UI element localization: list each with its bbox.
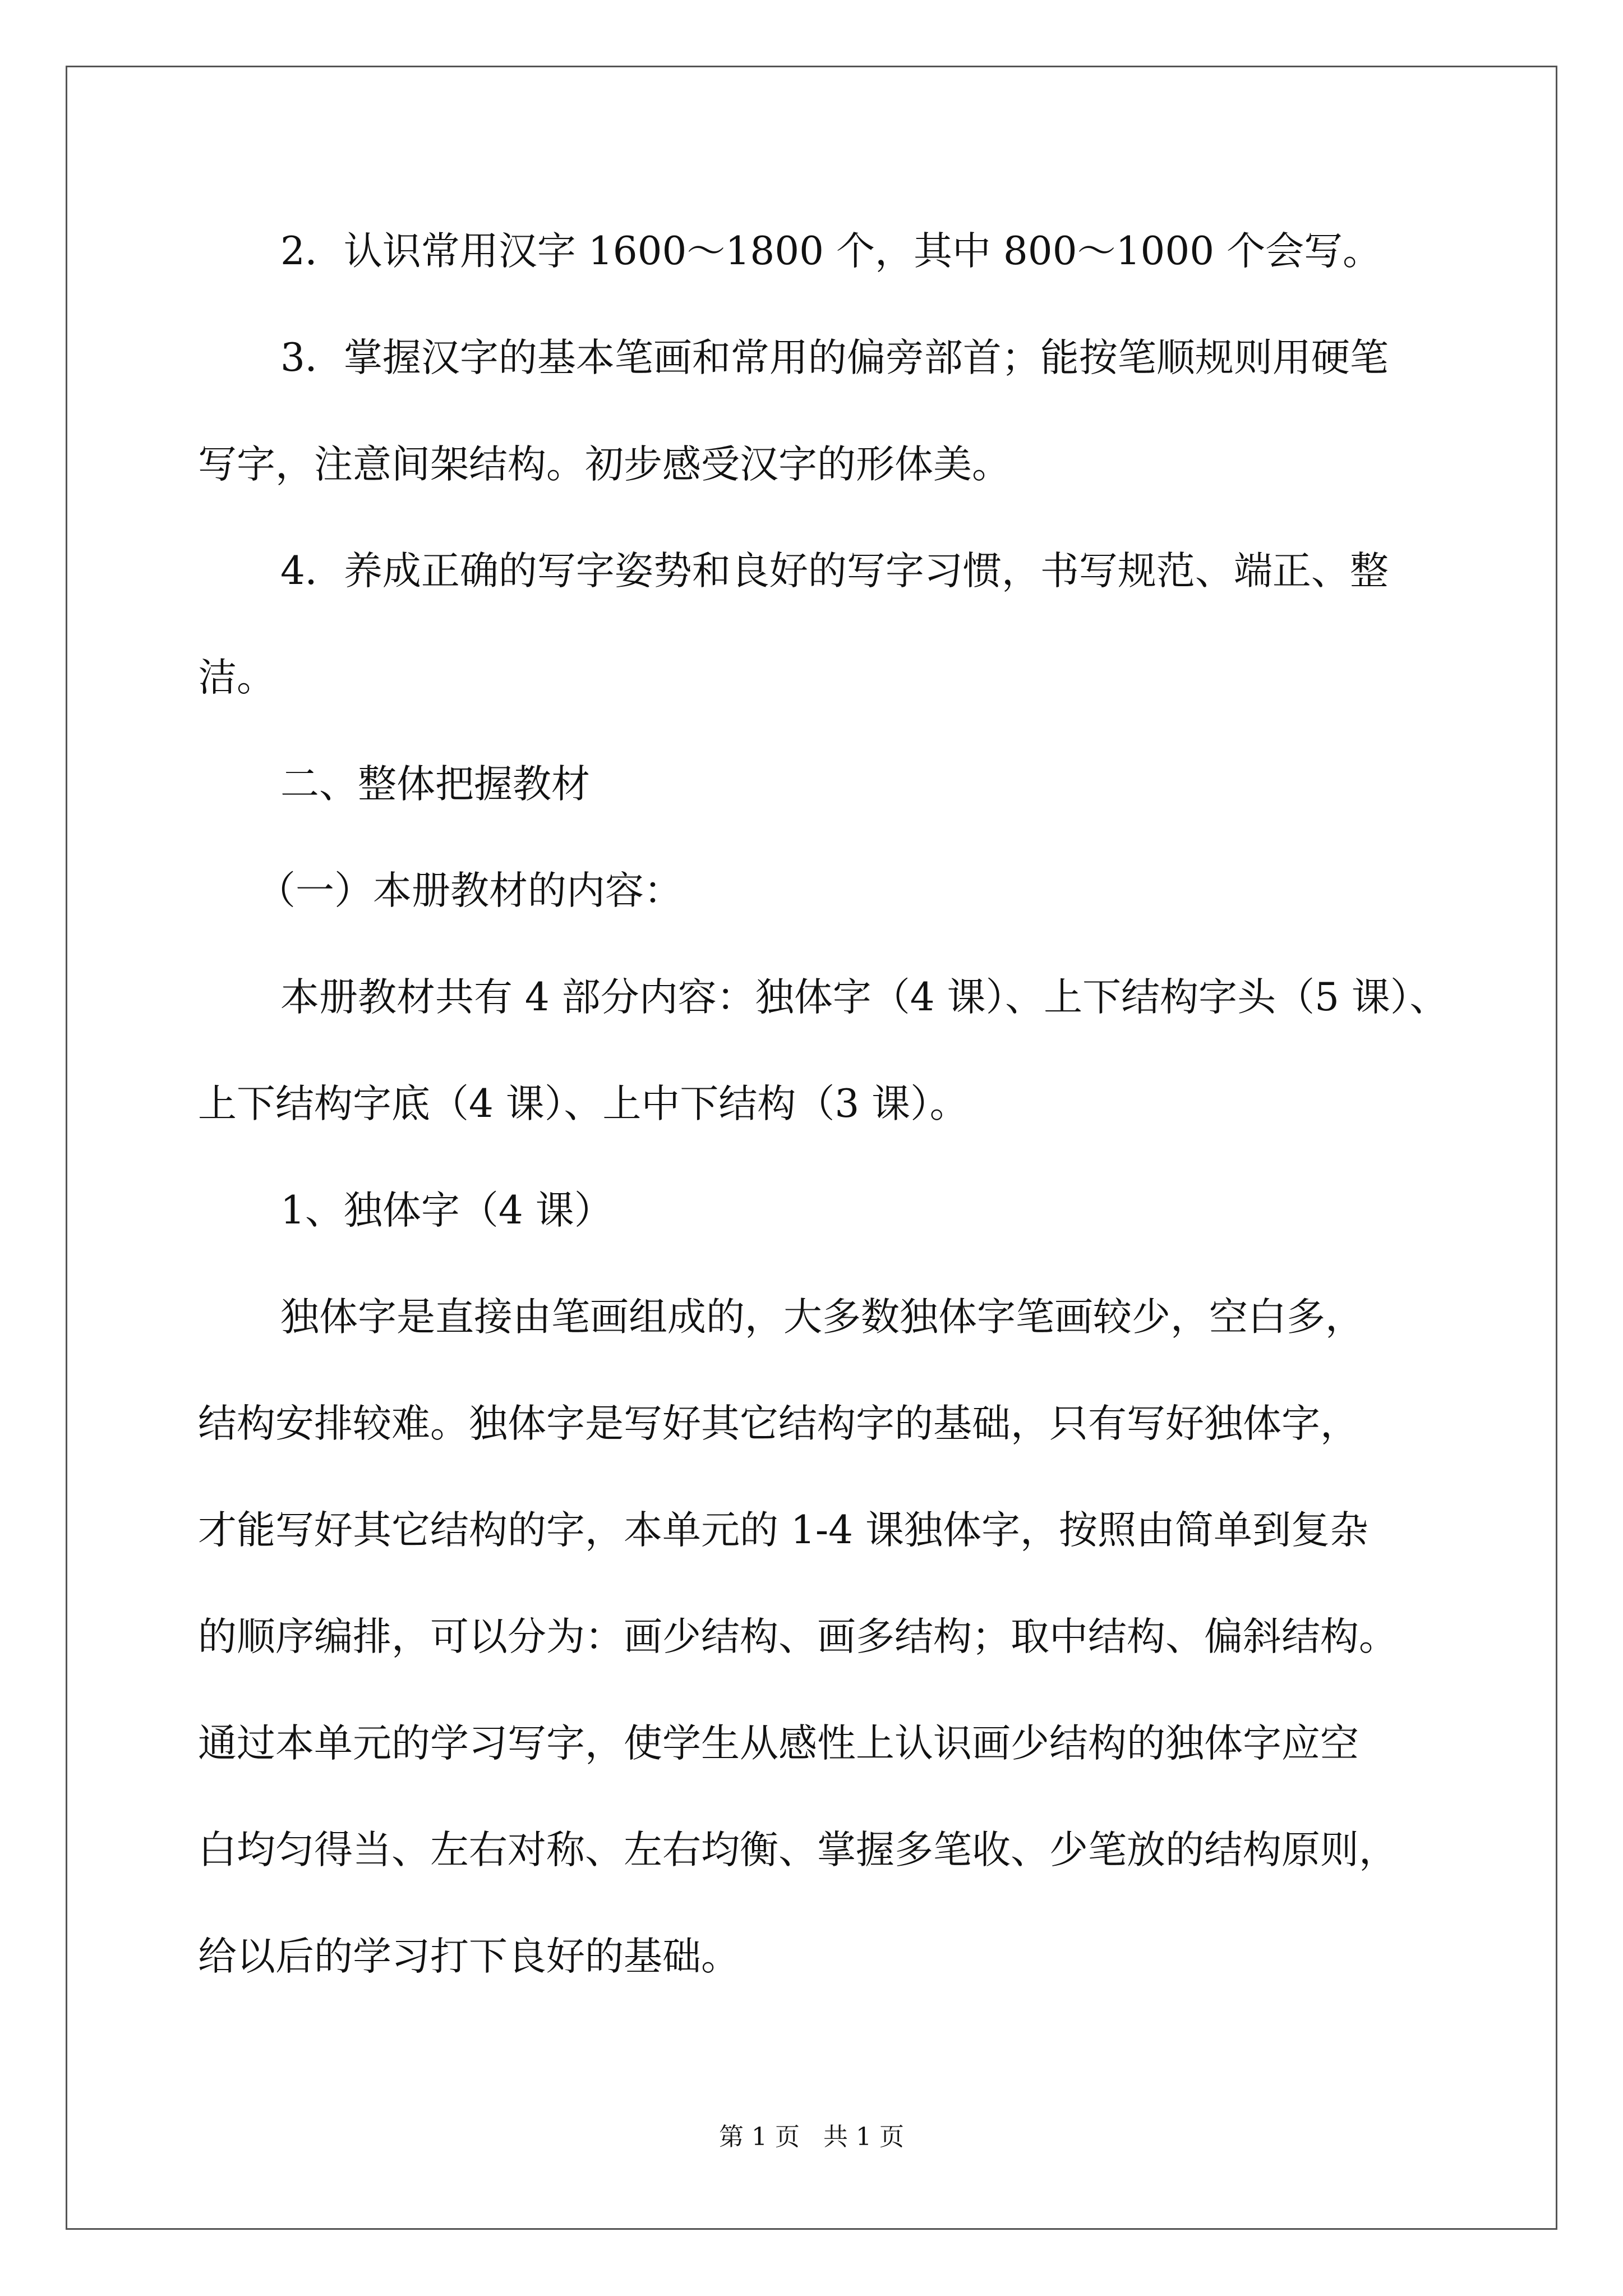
list-item-4: 4．养成正确的写字姿势和良好的写字习惯，书写规范、端正、整: [280, 549, 1389, 593]
paragraph-line: 本册教材共有 4 部分内容：独体字（4 课）、上下结构字头（5 课）、: [280, 975, 1449, 1020]
page-border: [66, 66, 1557, 2230]
paragraph-line: 独体字是直接由笔画组成的，大多数独体字笔画较少，空白多，: [280, 1295, 1364, 1340]
item-heading: 1、独体字（4 课）: [280, 1188, 613, 1233]
paragraph-line: 给以后的学习打下良好的基础。: [198, 1934, 740, 1979]
page-footer: 第 1 页 共 1 页: [719, 2123, 904, 2151]
paragraph-line: 结构安排较难。独体字是写好其它结构字的基础，只有写好独体字，: [198, 1401, 1359, 1446]
paragraph-line: 洁。: [198, 655, 275, 700]
paragraph-line: 通过本单元的学习写字，使学生从感性上认识画少结构的独体字应空: [198, 1721, 1359, 1766]
section-heading: 二、整体把握教材: [280, 762, 590, 807]
paragraph-line: 的顺序编排，可以分为：画少结构、画多结构；取中结构、偏斜结构。: [198, 1614, 1398, 1659]
subsection-heading: （一）本册教材的内容：: [257, 868, 683, 913]
list-item-3: 3．掌握汉字的基本笔画和常用的偏旁部首；能按笔顺规则用硬笔: [280, 335, 1389, 380]
list-item-2: 2．认识常用汉字 1600～1800 个，其中 800～1000 个会写。: [280, 229, 1382, 274]
paragraph-line: 才能写好其它结构的字，本单元的 1-4 课独体字，按照由简单到复杂: [198, 1508, 1368, 1553]
paragraph-line: 白均匀得当、左右对称、左右均衡、掌握多笔收、少笔放的结构原则，: [198, 1828, 1398, 1872]
paragraph-line: 上下结构字底（4 课）、上中下结构（3 课）。: [198, 1082, 969, 1126]
paragraph-line: 写字，注意间架结构。初步感受汉字的形体美。: [198, 442, 1011, 487]
